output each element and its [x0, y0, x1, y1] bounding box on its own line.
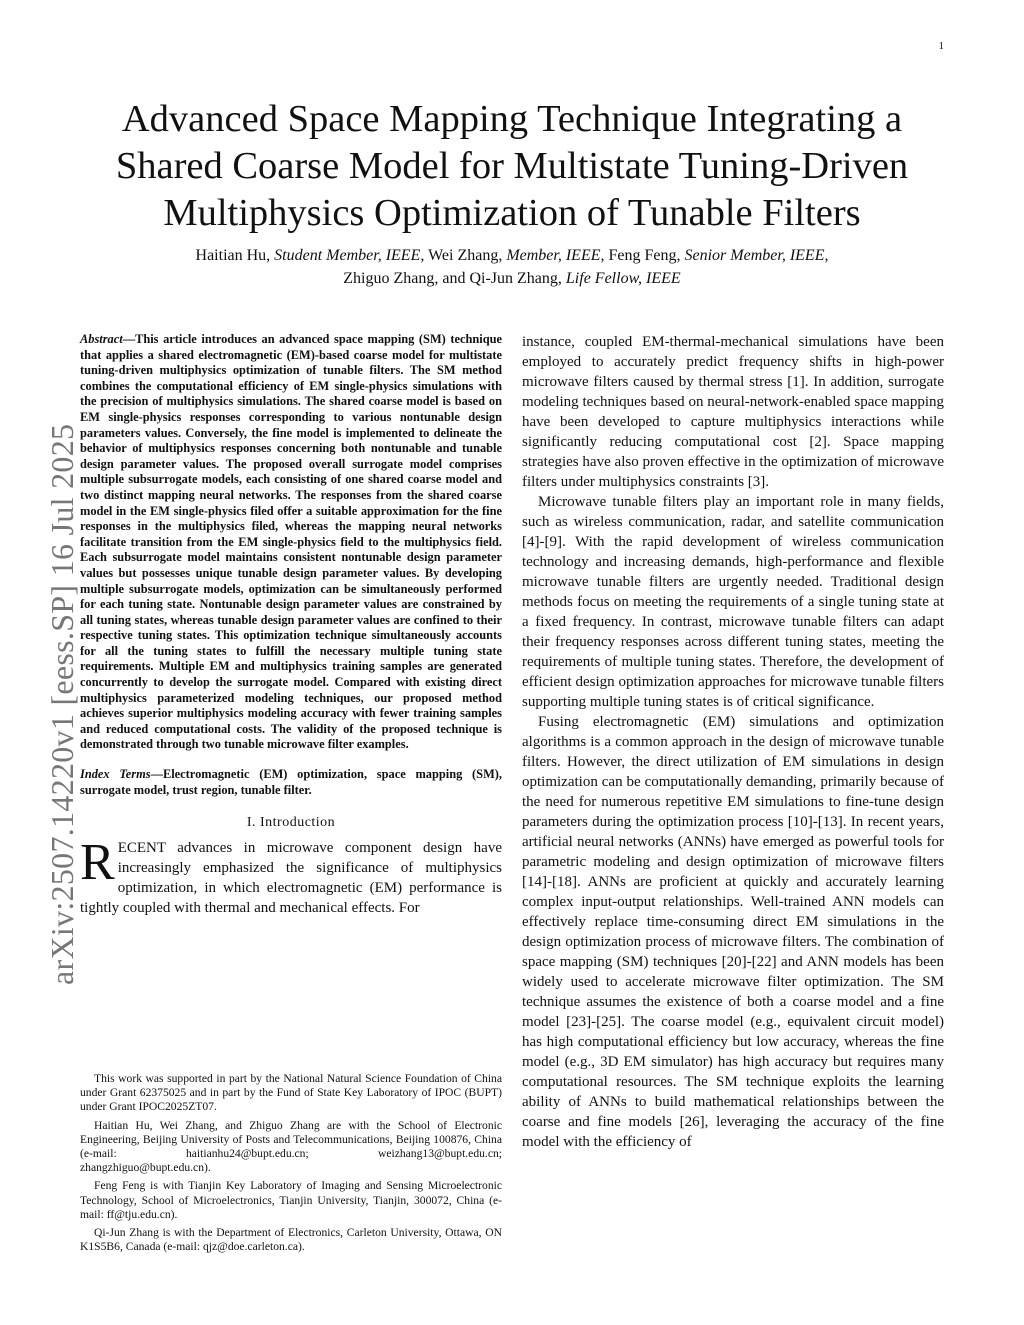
page-number: 1: [938, 40, 944, 52]
title-line-2: Shared Coarse Model for Multistate Tuning-Driven: [115, 145, 909, 187]
index-terms-label: Index Terms: [80, 767, 151, 782]
arxiv-identifier: arXiv:2507.14220v1 [eess.SP] 16 Jul 2025: [44, 423, 80, 985]
paragraph-em-simulations: Fusing electromagnetic (EM) simulations and optimization algorithms is a common approach in the design of microwave tunable filters. However, the direct utilization of EM simulations in design optimization can be computationally demanding, primarily because of the need for numerous repetitive EM simulations to fine-tune design parameters during the optimization process [10]-[13]. In recent years, artificial neural networks (ANNs) have emerged as powerful tools for parametric modeling and design optimization of microwave filters [14]-[18]. ANNs are proficient at quickly and accurately learning complex input-output relationships. Well-trained ANN models can effectively replace time-consuming direct EM simulations in the design optimization process of microwave filters. The combination of space mapping (SM) techniques [20]-[22] and ANN models has been widely used to accelerate microwave filter optimization. The SM technique assumes the existence of both a coarse model and a fine model [23]-[25]. The coarse model (e.g., equivalent circuit model) has high computational efficiency but low accuracy, whereas the fine model (e.g., 3D EM simulator) has high accuracy but requires many computational resources. The SM technique exploits the learning ability of ANNs to build mathematical relationships between the coarse and fine models [26], leveraging the accuracy of the fine model with the efficiency of: [522, 714, 944, 1150]
index-terms-text: —Electromagnetic (EM) optimization, space mapping (SM), surrogate model, trust region, tunable filter.: [80, 767, 502, 797]
left-column: [80, 332, 502, 919]
right-column: [522, 332, 944, 1152]
author-3-name: Feng Feng,: [604, 247, 685, 264]
author-list: [80, 244, 944, 290]
drop-cap: R: [80, 834, 115, 892]
abstract-label: Abstract: [80, 332, 123, 346]
title-line-1: Advanced Space Mapping Technique Integrating a: [121, 98, 903, 140]
index-terms: [80, 767, 502, 798]
footnote-funding: This work was supported in part by the National Natural Science Foundation of China under Grant 62375025 and in part by the Fund of State Key Laboratory of IPOC (BUPT) under Grant IPOC2025ZT07.: [80, 1072, 502, 1114]
footnote-affiliation-tju: Feng Feng is with Tianjin Key Laboratory of Imaging and Sensing Microelectronic Technology, School of Microelectronics, Tianjin University, Tianjin, 300072, China (e-mail: ff@tju.edu.cn).: [80, 1179, 502, 1221]
intro-text: ECENT advances in microwave component design have increasingly emphasized the significance of multiphysics optimization, in which electromagnetic (EM) performance is tightly coupled with thermal and mechanical effects. For: [80, 840, 502, 916]
abstract: [80, 332, 502, 753]
author-1-name: Haitian Hu,: [195, 247, 275, 264]
footnote-affiliation-bupt: Haitian Hu, Wei Zhang, and Zhiguo Zhang are with the School of Electronic Engineering, Beijing University of Posts and Telecommunications, Beijing 100876, China (e-mail: haitianhu24@bupt.edu.cn; weizhang13@bupt.edu.cn; zhangzhiguo@bupt.edu.cn).: [80, 1118, 502, 1175]
intro-paragraph: [80, 834, 502, 919]
footnotes: [80, 1072, 502, 1258]
abstract-text: —This article introduces an advanced space mapping (SM) technique that applies a shared electromagnetic (EM)-based coarse model for multistate tuning-driven multiphysics optimization of tunable filters. The SM method combines the computational efficiency of EM single-physics simulations with the precision of multiphysics simulations. The shared coarse model is based on EM single-physics responses corresponding to various nontunable design parameters values. Conversely, the fine model is implemented to delineate the behavior of multiphysics responses concerning both nontunable and tunable design parameter values. The proposed overall surrogate model comprises multiple subsurrogate models, each consisting of one shared coarse model and two distinct mapping neural networks. The responses from the shared coarse model in the EM single-physics filed offer a suitable approximation for the fine responses in the multiphysics filed, whereas the mapping neural networks facilitate transition from the EM single-physics field to the multiphysics field. Each subsurrogate model maintains consistent nontunable design parameter values but possesses unique tunable design parameter values. By developing multiple subsurrogate models, optimization can be simultaneously performed for each tuning state. Nontunable design parameter values are constrained by all tuning states, whereas tunable design parameter values are confined to their respective tuning states. This optimization technique simultaneously accounts for all the tuning states to fulfill the necessary multiple tuning state requirements. Multiple EM and multiphysics training samples are generated concurrently to develop the surrogate model. Compared with existing direct multiphysics parameterized modeling techniques, our proposed method achieves superior multiphysics modeling accuracy with fewer training samples and reduced computational costs. The validity of the proposed technique is demonstrated through two tunable microwave filter examples.: [80, 332, 502, 752]
author-2-role: Member, IEEE,: [506, 247, 605, 264]
paragraph-continuation: instance, coupled EM-thermal-mechanical simulations have been employed to accurately predict frequency shifts in high-power microwave filters caused by thermal stress [1]. In addition, surrogate modeling techniques based on neural-network-enabled space mapping have been developed to capture multiphysics interactions while significantly reducing computational cost [2]. Space mapping strategies have also proven effective in the optimization of microwave filters under multiphysics constraints [3].: [522, 334, 944, 490]
author-4-name: Zhiguo Zhang, and Qi-Jun Zhang,: [343, 270, 566, 287]
title-line-3: Multiphysics Optimization of Tunable Filters: [163, 192, 861, 234]
author-3-role: Senior Member, IEEE,: [684, 247, 829, 264]
paper-title: [80, 96, 944, 237]
section-heading-introduction: I. Introduction: [246, 815, 336, 831]
paragraph-tunable-filters: Microwave tunable filters play an important role in many fields, such as wireless communication, radar, and satellite communication [4]-[9]. With the rapid development of wireless communication technology and increasing demands, high-performance and flexible microwave tunable filters are urgently needed. Traditional design methods focus on meeting the requirements of a single tuning state at a fixed frequency. In contrast, microwave tunable filters can adapt their frequency responses across different tuning states, meeting the requirements of multiple tuning states. Therefore, the development of efficient design optimization approaches for microwave tunable filters supporting multiple tuning states is of critical significance.: [522, 494, 944, 710]
author-1-role: Student Member, IEEE,: [274, 247, 425, 264]
author-2-name: Wei Zhang,: [424, 247, 507, 264]
footnote-affiliation-carleton: Qi-Jun Zhang is with the Department of Electronics, Carleton University, Ottawa, ON K1S5B6, Canada (e-mail: qjz@doe.carleton.ca).: [80, 1226, 502, 1254]
author-4-role: Life Fellow, IEEE: [565, 270, 681, 287]
